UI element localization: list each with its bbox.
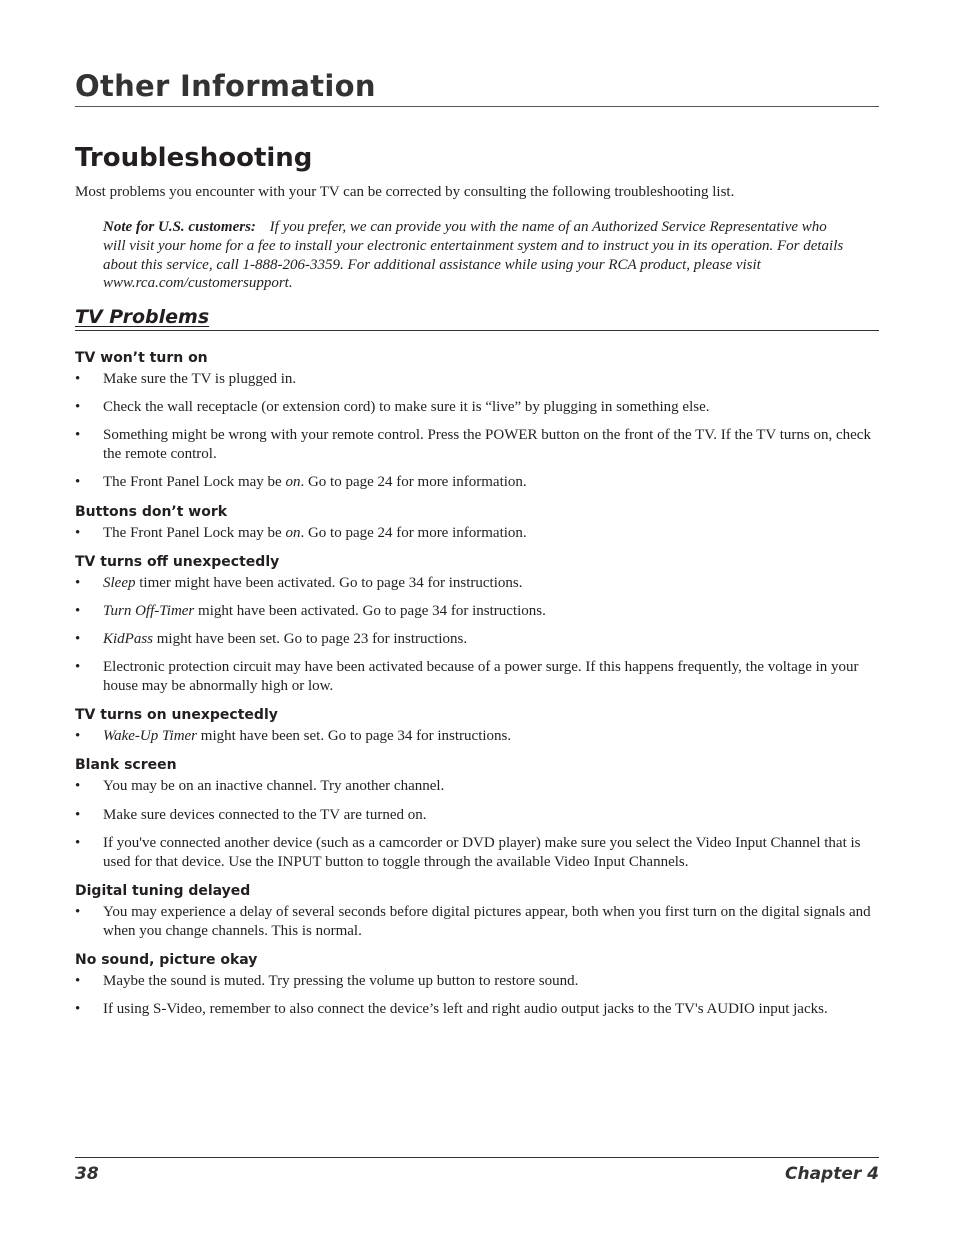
solution-list — [75, 727, 879, 746]
subsection-header — [75, 304, 879, 331]
solution-list — [75, 972, 879, 1019]
problem-group — [75, 755, 879, 871]
problem-group — [75, 502, 879, 543]
header-title: Other Information — [75, 69, 376, 103]
list-item — [75, 426, 879, 464]
item-text: If using S-Video, remember to also connect the device’s left and right audio output jacks to the TV's AUDIO input jacks. — [103, 1001, 828, 1017]
list-item — [75, 903, 879, 941]
problem-group — [75, 705, 879, 746]
item-text: Make sure the TV is plugged in. — [103, 371, 297, 387]
troubleshooting-list — [75, 348, 879, 1028]
page-header — [75, 68, 879, 107]
item-text: Something might be wrong with your remote control. Press the POWER button on the front of the TV. If the TV turns on, check the remote control. — [103, 427, 871, 463]
section-title: Troubleshooting — [75, 143, 313, 173]
item-text-emphasis: Wake-Up Timer — [103, 728, 198, 745]
page-number: 38 — [75, 1164, 99, 1184]
intro-paragraph: Most problems you encounter with your TV can be corrected by consulting the following troubleshooting list. — [75, 184, 735, 200]
solution-list — [75, 777, 879, 871]
item-text: Maybe the sound is muted. Try pressing the volume up button to restore sound. — [103, 972, 579, 989]
problem-heading: Digital tuning delayed — [75, 882, 251, 899]
item-text-emphasis: Turn Off-Timer — [103, 602, 195, 619]
subsection-title: TV Problems — [75, 306, 210, 328]
problem-heading: TV turns on unexpectedly — [75, 707, 278, 724]
item-text: You may be on an inactive channel. Try another channel. — [103, 778, 445, 795]
problem-heading: TV won’t turn on — [75, 350, 208, 366]
list-item — [75, 972, 879, 991]
list-item — [75, 727, 879, 746]
chapter-label: Chapter 4 — [784, 1164, 879, 1184]
item-text: might have been set. Go to page 34 for instructions. — [197, 728, 512, 745]
list-item — [75, 398, 879, 417]
problem-group — [75, 881, 879, 941]
item-text: Make sure devices connected to the TV are turned on. — [103, 806, 427, 823]
list-item — [75, 777, 879, 796]
list-item — [75, 658, 879, 696]
list-item — [75, 370, 879, 389]
item-text: . Go to page 24 for more information. — [300, 474, 527, 491]
item-text-pre: The Front Panel Lock may be — [103, 474, 286, 491]
list-item — [75, 834, 879, 872]
problem-heading: Blank screen — [75, 757, 177, 774]
solution-list — [75, 370, 879, 492]
item-text: . Go to page 24 for more information. — [300, 524, 527, 541]
item-text-emphasis: Sleep — [103, 574, 136, 591]
list-item — [75, 524, 879, 543]
problem-group — [75, 950, 879, 1019]
item-text-emphasis: KidPass — [103, 631, 154, 648]
list-item — [75, 1000, 879, 1019]
list-item — [75, 473, 879, 492]
item-text-emphasis: on — [285, 474, 301, 491]
problem-group — [75, 552, 879, 696]
item-text: might have been activated. Go to page 34 for instructions. — [194, 602, 546, 619]
item-text-emphasis: on — [285, 524, 301, 541]
item-text: Electronic protection circuit may have been activated because of a power surge. If this happens frequently, the voltage in your house may be abnormally high or low. — [103, 659, 859, 695]
item-text-pre: The Front Panel Lock may be — [103, 524, 286, 541]
item-text: If you've connected another device (such as a camcorder or DVD player) make sure you select the Video Input Channel that is used for that device. Use the INPUT button to toggle through the available Video Input Channels. — [103, 834, 861, 870]
item-text: timer might have been activated. Go to page 34 for instructions. — [135, 574, 523, 591]
solution-list — [75, 524, 879, 543]
list-item — [75, 806, 879, 825]
page-footer — [75, 1157, 879, 1184]
item-text: Check the wall receptacle (or extension cord) to make sure it is “live” by plugging in something else. — [103, 399, 710, 416]
list-item — [75, 630, 879, 649]
solution-list — [75, 574, 879, 696]
solution-list — [75, 903, 879, 941]
customer-note — [103, 218, 853, 293]
problem-heading: TV turns off unexpectedly — [75, 553, 280, 570]
problem-heading: No sound, picture okay — [75, 951, 258, 968]
note-label: Note for U.S. customers: — [103, 219, 256, 235]
item-text: might have been set. Go to page 23 for instructions. — [153, 631, 468, 648]
problem-group — [75, 348, 879, 492]
problem-heading: Buttons don’t work — [75, 503, 228, 520]
list-item — [75, 602, 879, 621]
list-item — [75, 574, 879, 593]
item-text: You may experience a delay of several seconds before digital pictures appear, both when you first turn on the digital signals and when you change channels. This is normal. — [103, 903, 871, 939]
note-text: If you prefer, we can provide you with the name of an Authorized Service Representative who will visit your home for a fee to install your electronic entertainment system and to instruct you in its operation. For details about this service, call 1-888-206-3359. For additional assistance while using your RCA product, please visit www.rca.com/customersupport. — [103, 219, 844, 292]
